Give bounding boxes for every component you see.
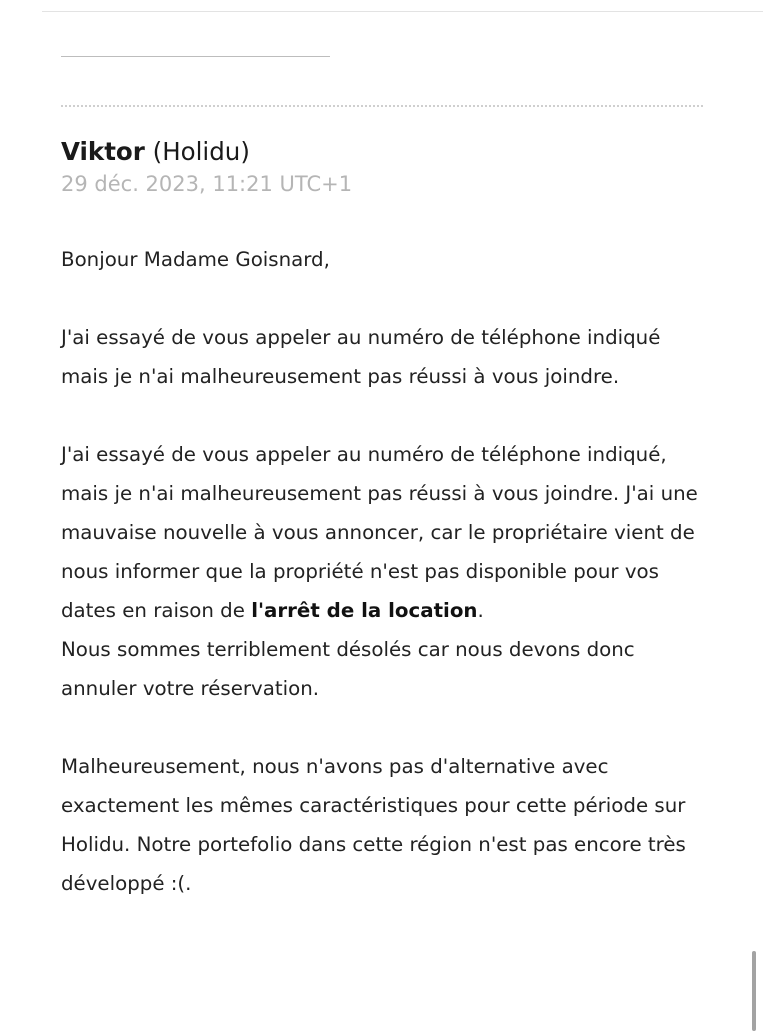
paragraph-1: J'ai essayé de vous appeler au numéro de téléphone indiqué mais je n'ai malheureusement pas réussi à vous joindre. xyxy=(61,326,661,388)
paragraph-2-line-2: Nous sommes terriblement désolés car nous devons donc annuler votre réservation. xyxy=(61,638,635,700)
message-body xyxy=(61,240,706,903)
message xyxy=(61,132,706,903)
paragraph-2-text: J'ai essayé de vous appeler au numéro de téléphone indiqué, mais je n'ai malheureusement pas réussi à vous joindre. J'ai une mauvaise nouvelle à vous annoncer, car le propriétaire vient de nous informer que la propriété n'est pas disponible pour vos dates en raison de xyxy=(61,443,698,622)
paragraph-2-bold: l'arrêt de la location xyxy=(251,599,478,622)
paragraph-2-end: . xyxy=(477,599,484,622)
paragraph-2 xyxy=(61,435,706,630)
message-timestamp: 29 déc. 2023, 11:21 UTC+1 xyxy=(61,172,353,196)
sender-company: (Holidu) xyxy=(152,137,250,166)
greeting: Bonjour Madame Goisnard, xyxy=(61,248,330,271)
sender-name: Viktor xyxy=(61,137,145,166)
top-divider xyxy=(42,11,763,12)
quoted-separator xyxy=(61,56,330,57)
message-separator xyxy=(61,105,703,107)
paragraph-3: Malheureusement, nous n'avons pas d'alternative avec exactement les mêmes caractéristiques pour cette période sur Holidu. Notre portefolio dans cette région n'est pas encore très développé :(. xyxy=(61,755,686,895)
scrollbar[interactable] xyxy=(752,951,756,1031)
